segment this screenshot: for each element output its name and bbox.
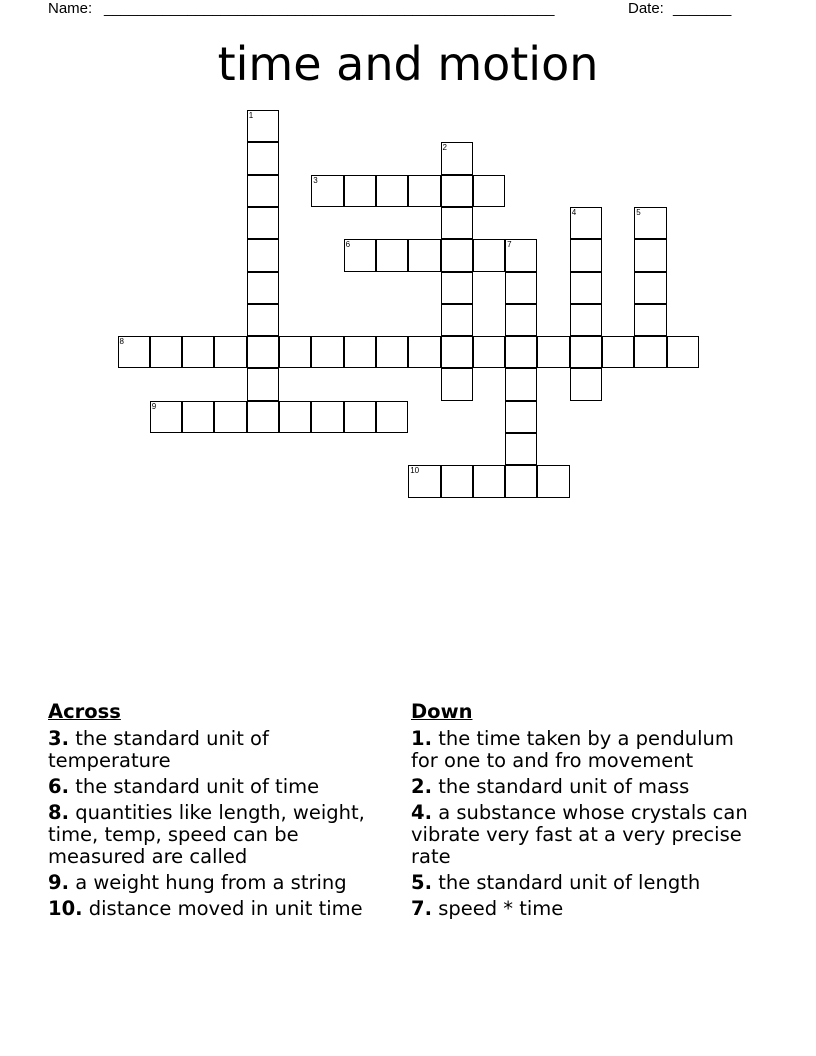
crossword-cell[interactable] (473, 336, 505, 368)
crossword-cell[interactable] (214, 401, 246, 433)
clue-across-9 (48, 872, 393, 894)
cell-number: 1 (248, 111, 254, 120)
clue-number: 8. (48, 801, 69, 824)
crossword-cell[interactable] (473, 465, 505, 497)
crossword-cell[interactable] (311, 336, 343, 368)
clue-number: 9. (48, 871, 69, 894)
clue-text: speed * time (438, 897, 564, 920)
clue-number: 7. (411, 897, 432, 920)
crossword-cell[interactable] (441, 465, 473, 497)
crossword-cell[interactable] (247, 175, 279, 207)
crossword-cell[interactable] (667, 336, 699, 368)
clue-across-6 (48, 776, 393, 798)
clue-number: 2. (411, 775, 432, 798)
crossword-cell[interactable] (441, 207, 473, 239)
crossword-cell[interactable] (311, 401, 343, 433)
crossword-cell[interactable] (537, 465, 569, 497)
clue-number: 1. (411, 727, 432, 750)
crossword-cell[interactable] (505, 336, 537, 368)
crossword-cell[interactable] (473, 175, 505, 207)
crossword-cell[interactable] (634, 304, 666, 336)
across-heading: Across (48, 700, 121, 723)
crossword-cell[interactable] (505, 465, 537, 497)
crossword-cell[interactable] (182, 336, 214, 368)
crossword-cell[interactable] (311, 175, 343, 207)
crossword-cell[interactable] (408, 465, 440, 497)
crossword-cell[interactable] (247, 368, 279, 400)
crossword-cell[interactable] (247, 110, 279, 142)
name-blank: ______________________________________________________ (104, 0, 555, 17)
crossword-cell[interactable] (247, 304, 279, 336)
cell-number: 5 (636, 207, 641, 217)
crossword-cell[interactable] (570, 239, 602, 271)
crossword-cell[interactable] (247, 239, 279, 271)
crossword-cell[interactable] (441, 239, 473, 271)
crossword-cell[interactable] (505, 368, 537, 400)
crossword-cell[interactable] (441, 272, 473, 304)
crossword-cell[interactable] (634, 207, 666, 239)
clue-across-10 (48, 898, 393, 920)
crossword-cell[interactable] (441, 336, 473, 368)
clue-text: distance moved in unit time (88, 897, 363, 920)
crossword-cell[interactable] (441, 175, 473, 207)
crossword-cell[interactable] (505, 401, 537, 433)
cell-number: 10 (410, 466, 420, 476)
crossword-cell[interactable] (570, 272, 602, 304)
crossword-cell[interactable] (182, 401, 214, 433)
crossword-cell[interactable] (473, 239, 505, 271)
crossword-cell[interactable] (634, 239, 666, 271)
clue-number: 3. (48, 727, 69, 750)
crossword-cell[interactable] (279, 401, 311, 433)
clue-text: the standard unit of mass (438, 775, 690, 798)
clue-across-3 (48, 728, 393, 772)
crossword-cell[interactable] (570, 304, 602, 336)
clue-across-8 (48, 802, 393, 868)
page-title: time and motion (217, 37, 599, 91)
cell-number: 3 (313, 175, 318, 185)
clue-text: a weight hung from a string (75, 871, 347, 894)
clue-number: 10. (48, 897, 83, 920)
crossword-cell[interactable] (118, 336, 150, 368)
crossword-cell[interactable] (408, 239, 440, 271)
clue-text: the standard unit of temperature (48, 727, 269, 772)
crossword-cell[interactable] (376, 401, 408, 433)
across-clues (48, 701, 393, 924)
crossword-cell[interactable] (247, 272, 279, 304)
crossword-cell[interactable] (376, 336, 408, 368)
crossword-cell[interactable] (570, 207, 602, 239)
cell-number: 4 (571, 207, 577, 217)
down-heading: Down (411, 700, 473, 723)
clue-number: 4. (411, 801, 432, 824)
crossword-cell[interactable] (150, 336, 182, 368)
crossword-cell[interactable] (344, 175, 376, 207)
down-clues (411, 701, 751, 924)
crossword-cell[interactable] (570, 336, 602, 368)
crossword-cell[interactable] (247, 142, 279, 174)
crossword-cell[interactable] (505, 239, 537, 271)
crossword-cell[interactable] (602, 336, 634, 368)
date-label: Date: (628, 0, 664, 17)
clue-down-7 (411, 898, 751, 920)
crossword-cell[interactable] (634, 272, 666, 304)
crossword-cell[interactable] (505, 272, 537, 304)
crossword-cell[interactable] (247, 401, 279, 433)
crossword-cell[interactable] (505, 304, 537, 336)
cell-number: 2 (442, 143, 447, 153)
crossword-cell[interactable] (214, 336, 246, 368)
crossword-cell[interactable] (505, 433, 537, 465)
clue-text: the time taken by a pendulum for one to and fro movement (411, 727, 734, 772)
date-blank: _______ (673, 0, 732, 17)
crossword-cell[interactable] (376, 175, 408, 207)
crossword-cell[interactable] (408, 336, 440, 368)
crossword-cell[interactable] (344, 401, 376, 433)
crossword-cell[interactable] (247, 207, 279, 239)
crossword-cell[interactable] (344, 336, 376, 368)
cell-number: 9 (151, 401, 157, 411)
cell-number: 6 (345, 240, 351, 250)
clue-down-1 (411, 728, 751, 772)
crossword-cell[interactable] (441, 304, 473, 336)
crossword-cell[interactable] (376, 239, 408, 271)
clue-down-5 (411, 872, 751, 894)
clue-down-2 (411, 776, 751, 798)
crossword-cell[interactable] (441, 368, 473, 400)
name-label: Name: (48, 0, 93, 17)
crossword-cell[interactable] (441, 142, 473, 174)
crossword-cell[interactable] (408, 175, 440, 207)
crossword-cell[interactable] (247, 336, 279, 368)
clue-text: quantities like length, weight, time, temp, speed can be measured are called (48, 801, 365, 868)
crossword-cell[interactable] (537, 336, 569, 368)
crossword-cell[interactable] (634, 336, 666, 368)
crossword-cell[interactable] (344, 239, 376, 271)
clue-number: 5. (411, 871, 432, 894)
crossword-grid (0, 0, 816, 520)
cell-number: 7 (507, 240, 512, 250)
clue-text: a substance whose crystals can vibrate very fast at a very precise rate (411, 801, 748, 868)
crossword-cell[interactable] (570, 368, 602, 400)
clue-down-4 (411, 802, 751, 868)
clue-text: the standard unit of length (438, 871, 701, 894)
crossword-cell[interactable] (150, 401, 182, 433)
crossword-cell[interactable] (279, 336, 311, 368)
cell-number: 8 (119, 337, 124, 347)
clue-text: the standard unit of time (75, 775, 320, 798)
clue-number: 6. (48, 775, 69, 798)
